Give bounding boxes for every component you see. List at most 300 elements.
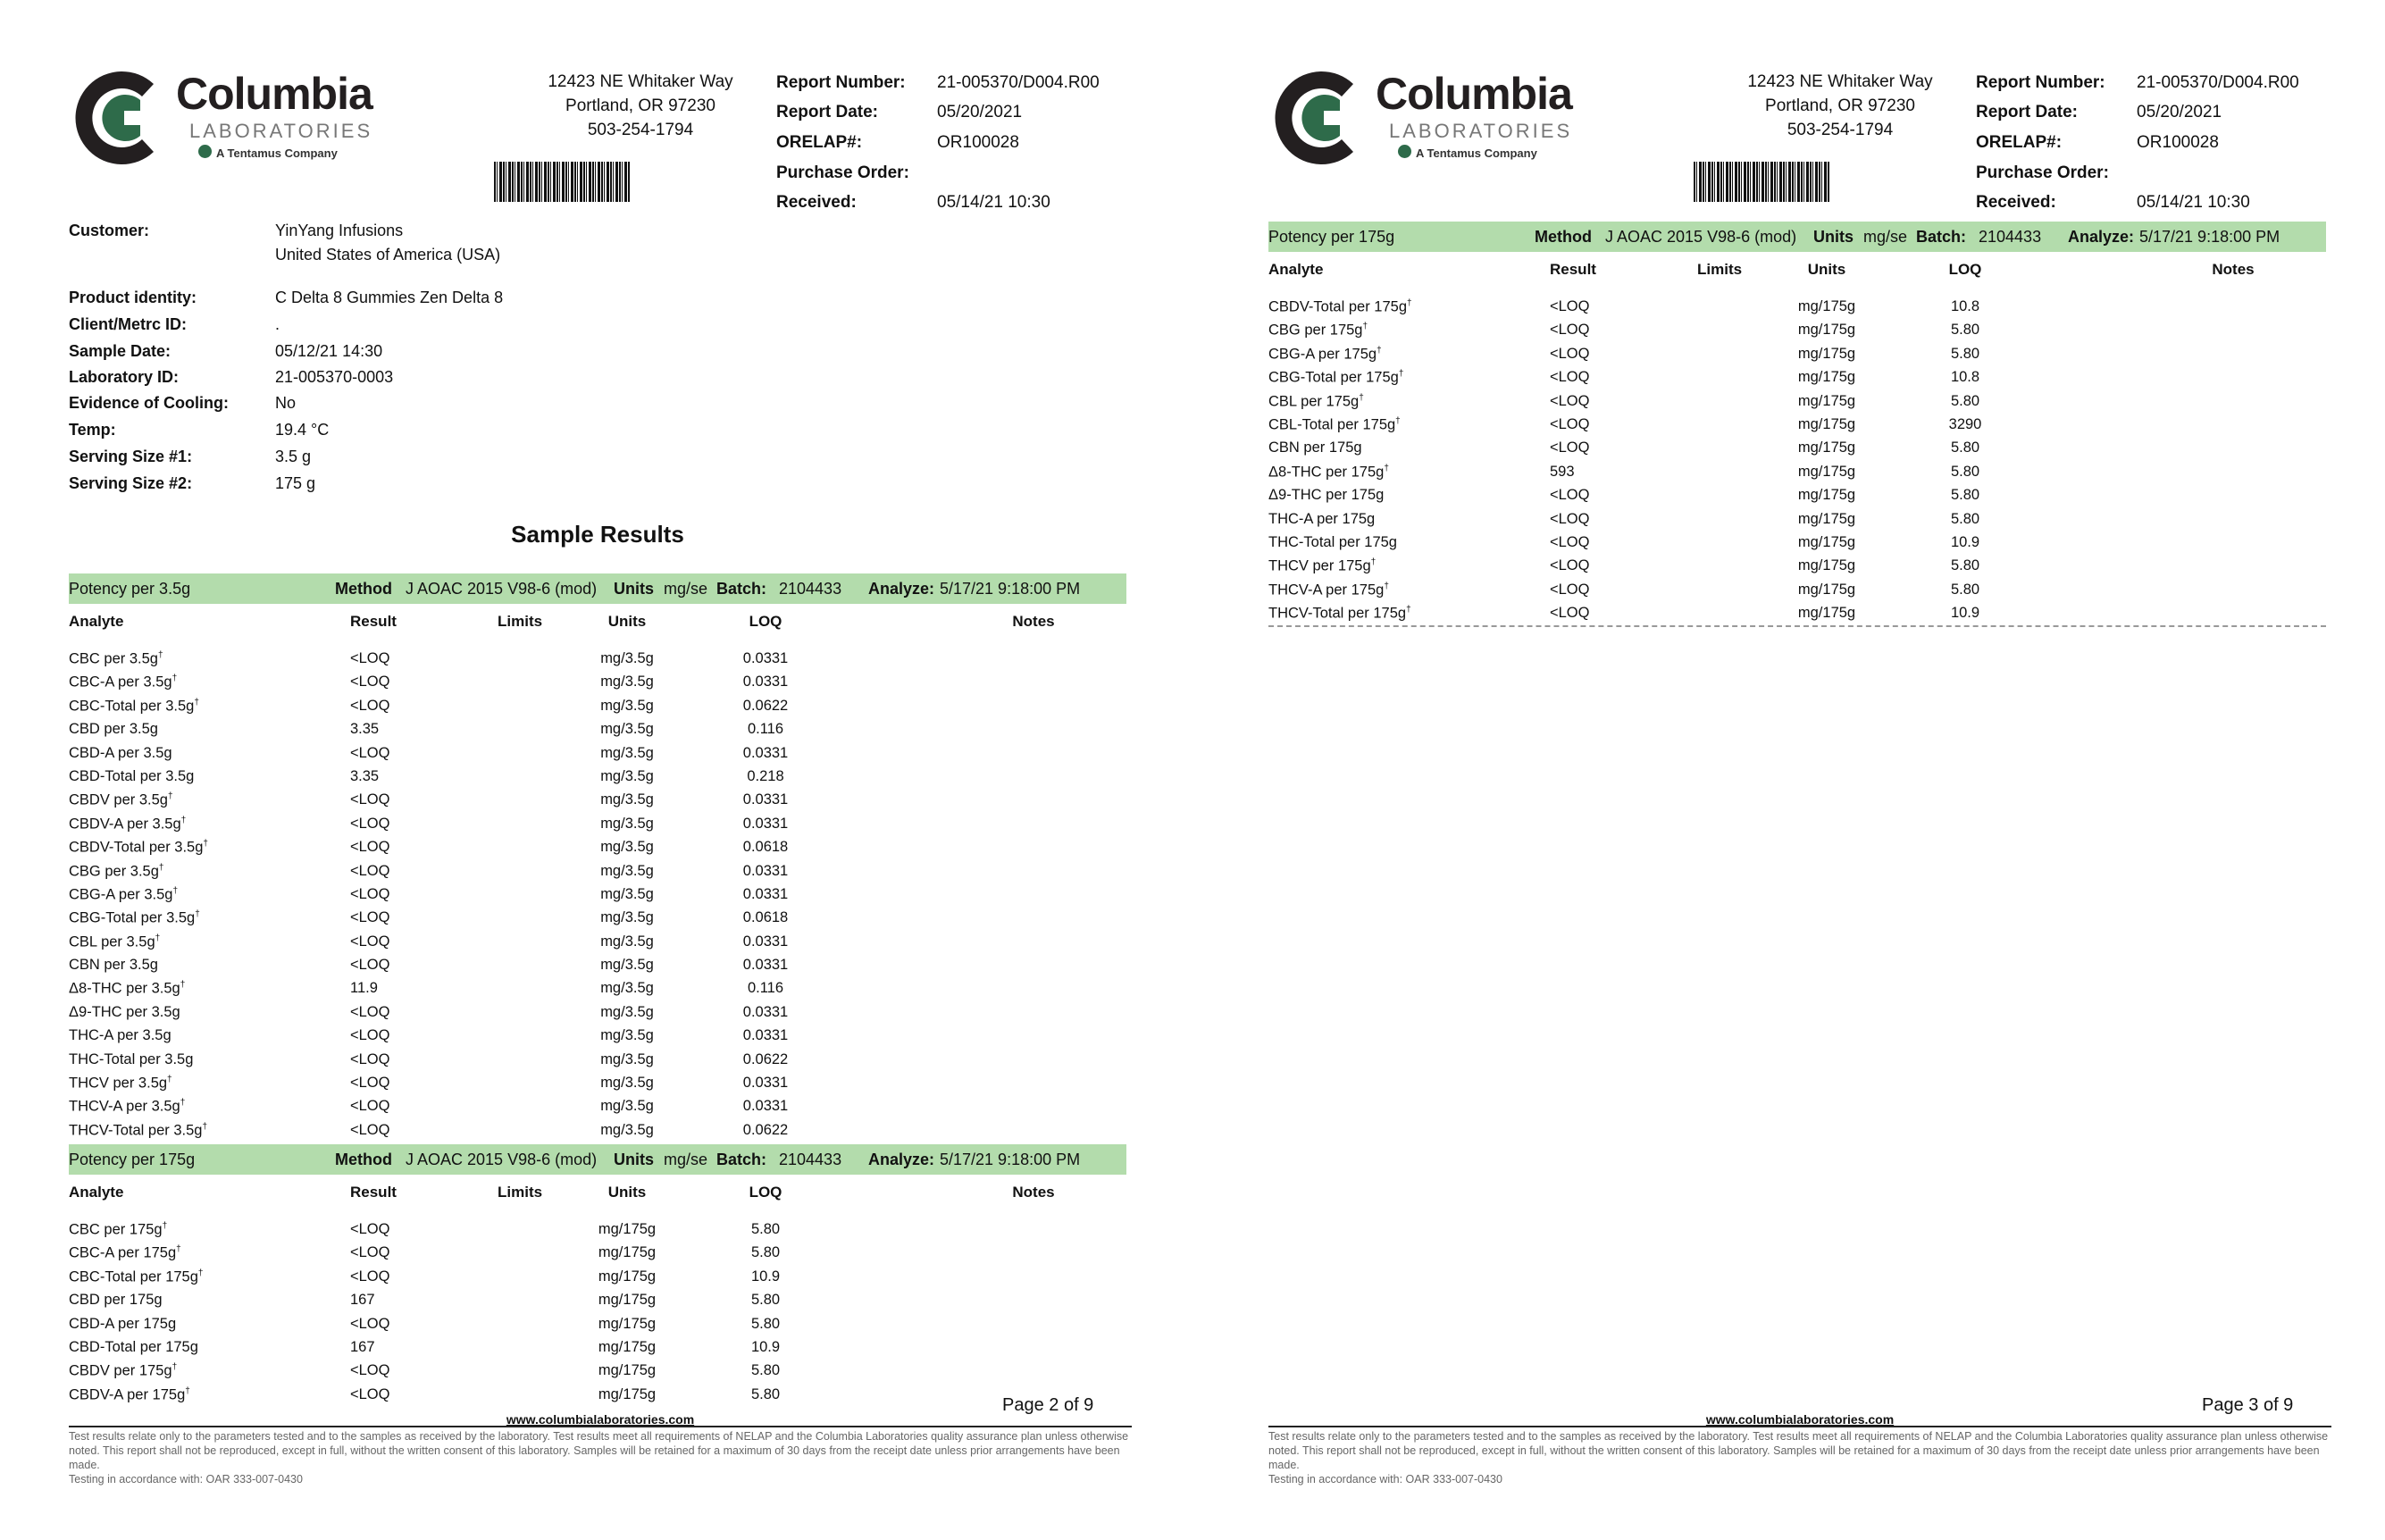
table-row: [69, 1027, 1126, 1050]
loq-cell: 10.8: [1950, 298, 1980, 314]
dagger-mark: †: [1377, 345, 1382, 356]
method-label: Method: [335, 1151, 392, 1168]
analyte-cell: [1268, 439, 1362, 456]
analyte-name: CBDV-Total per 3.5g: [69, 839, 204, 856]
units-label: Units: [1813, 228, 1854, 246]
table-row: [69, 909, 1126, 933]
analyte-cell: [69, 1316, 176, 1333]
result-cell: <LOQ: [350, 1385, 390, 1402]
report-field-label: ORELAP#:: [776, 133, 863, 152]
sample-info-label: Client/Metrc ID:: [69, 315, 188, 333]
table-row: [69, 1362, 1126, 1385]
sample-info-label: Sample Date:: [69, 342, 172, 360]
analyte-cell: [1268, 298, 1412, 316]
section-end-divider: [1268, 625, 2326, 627]
table-body: [1268, 298, 2326, 628]
company-logo: [1268, 64, 1590, 172]
report-field-label: Report Number:: [776, 73, 906, 92]
analyte-cell: [1268, 464, 1389, 481]
column-header-loq: LOQ: [1948, 261, 1982, 278]
table-row: [1268, 582, 2326, 605]
units-cell: mg/175g: [1797, 533, 1856, 550]
table-row: [69, 816, 1126, 839]
units-value: mg/se: [664, 1151, 708, 1168]
sample-info-value: 05/12/21 14:30: [275, 342, 383, 360]
units-label: Units: [614, 580, 654, 598]
units-cell: mg/175g: [598, 1268, 657, 1285]
column-header-analyte: Analyte: [69, 1184, 124, 1201]
results-table: [69, 1144, 1126, 1410]
analyze-value: 5/17/21 9:18:00 PM: [940, 580, 1081, 598]
column-header-analyte: Analyte: [1268, 261, 1324, 278]
analyte-cell: [69, 745, 172, 762]
analyte-name: CBD-Total per 3.5g: [69, 767, 195, 784]
result-cell: 3.35: [350, 767, 380, 784]
address-street: 12423 NE Whitaker Way: [548, 72, 733, 91]
units-cell: mg/175g: [1797, 369, 1856, 386]
analyte-name: CBDV-A per 3.5g: [69, 816, 181, 833]
analyte-cell: [69, 721, 158, 738]
units-cell: mg/175g: [598, 1221, 657, 1237]
analyte-name: CBDV per 175g: [69, 1362, 172, 1379]
column-header-loq: LOQ: [749, 1184, 782, 1201]
units-cell: mg/3.5g: [600, 933, 654, 950]
loq-cell: 0.0331: [742, 1098, 789, 1115]
dagger-mark: †: [180, 815, 187, 825]
table-row: [1268, 557, 2326, 581]
sample-info-value: 175 g: [275, 474, 316, 492]
units-cell: mg/3.5g: [600, 815, 654, 832]
dagger-mark: †: [172, 885, 179, 896]
analyte-name: CBC-Total per 175g: [69, 1268, 198, 1285]
table-row: [1268, 298, 2326, 322]
dagger-mark: †: [158, 862, 164, 873]
column-header-loq: LOQ: [749, 613, 782, 630]
table-header-row: [69, 1184, 1126, 1212]
table-row: [69, 1004, 1126, 1027]
address-street: 12423 NE Whitaker Way: [1747, 72, 1933, 91]
units-cell: mg/3.5g: [600, 909, 654, 926]
report-page: [69, 0, 1261, 1540]
dagger-mark: †: [1370, 557, 1377, 568]
address-city: Portland, OR 97230: [1765, 96, 1915, 115]
analyte-cell: [1268, 605, 1411, 623]
units-cell: mg/3.5g: [600, 1003, 654, 1020]
analyte-cell: [69, 698, 199, 716]
column-header-result: Result: [350, 1184, 397, 1201]
loq-cell: 5.80: [1950, 510, 1980, 527]
analyte-name: THCV-Total per 175g: [1268, 605, 1407, 622]
method-value: J AOAC 2015 V98-6 (mod): [406, 580, 598, 598]
logo-sub: LABORATORIES: [189, 120, 373, 142]
table-row: [69, 1292, 1126, 1315]
analyze-label: Analyze:: [868, 1151, 935, 1168]
result-cell: <LOQ: [350, 909, 390, 926]
units-cell: mg/175g: [1797, 487, 1856, 504]
analyte-name: CBN per 3.5g: [69, 957, 158, 974]
result-cell: 167: [350, 1338, 375, 1355]
dagger-mark: †: [1362, 322, 1368, 332]
analyte-cell: [69, 1051, 193, 1068]
units-cell: mg/175g: [1797, 510, 1856, 527]
table-header-row: [69, 613, 1126, 641]
units-cell: mg/3.5g: [600, 697, 654, 714]
dagger-mark: †: [167, 791, 173, 802]
analyte-name: THCV-A per 175g: [1268, 582, 1385, 598]
sample-info-label: Product identity:: [69, 289, 197, 306]
table-row: [69, 791, 1126, 815]
result-cell: <LOQ: [350, 1027, 390, 1044]
units-cell: mg/3.5g: [600, 650, 654, 666]
report-field-label: Report Number:: [1976, 73, 2105, 92]
table-row: [69, 745, 1126, 768]
dagger-mark: †: [194, 697, 199, 707]
dagger-mark: †: [1384, 581, 1389, 591]
loq-cell: 0.0331: [742, 1075, 789, 1092]
batch-value: 2104433: [779, 1151, 842, 1168]
result-cell: <LOQ: [1550, 605, 1590, 622]
table-row: [1268, 369, 2326, 392]
loq-cell: 0.0618: [742, 909, 789, 926]
analyte-cell: [69, 1075, 172, 1092]
company-logo: [69, 64, 390, 172]
analyte-name: Δ8-THC per 175g: [1268, 464, 1385, 481]
analyte-cell: [69, 933, 160, 951]
loq-cell: 0.0622: [742, 1050, 789, 1067]
analyte-name: CBL per 3.5g: [69, 933, 155, 950]
result-cell: <LOQ: [350, 815, 390, 832]
sample-info-label: Laboratory ID:: [69, 368, 180, 386]
table-row: [69, 957, 1126, 980]
units-cell: mg/175g: [1797, 439, 1856, 456]
result-cell: <LOQ: [1550, 439, 1590, 456]
analyte-name: CBG-A per 175g: [1268, 346, 1377, 363]
loq-cell: 5.80: [1950, 322, 1980, 339]
website-link[interactable]: www.columbialaboratories.com: [1705, 1412, 1895, 1427]
result-cell: <LOQ: [350, 933, 390, 950]
table-row: [69, 933, 1126, 957]
result-cell: <LOQ: [350, 1098, 390, 1115]
dagger-mark: †: [157, 650, 163, 660]
units-cell: mg/175g: [1797, 557, 1856, 574]
analyte-cell: [69, 1362, 177, 1380]
table-row: [1268, 393, 2326, 416]
result-cell: <LOQ: [350, 1362, 390, 1379]
loq-cell: 5.80: [750, 1292, 781, 1309]
report-field-value: OR100028: [937, 133, 1019, 152]
table-row: [69, 863, 1126, 886]
analyte-name: CBD-A per 3.5g: [69, 744, 172, 761]
barcode: [1694, 162, 1829, 202]
analyte-cell: [69, 1292, 163, 1309]
loq-cell: 0.116: [747, 721, 784, 738]
units-value: mg/se: [1863, 228, 1908, 246]
units-cell: mg/175g: [598, 1338, 657, 1355]
units-label: Units: [614, 1151, 654, 1168]
sample-info-value: No: [275, 394, 297, 412]
dagger-mark: †: [1359, 392, 1364, 403]
units-cell: mg/175g: [1797, 298, 1856, 314]
column-header-limits: Limits: [498, 613, 543, 630]
units-cell: mg/3.5g: [600, 1098, 654, 1115]
report-field-label: Purchase Order:: [1976, 163, 2109, 182]
analyte-cell: [1268, 416, 1401, 434]
batch-value: 2104433: [779, 580, 842, 598]
analyte-cell: [69, 1027, 172, 1044]
result-cell: <LOQ: [350, 1268, 390, 1285]
analyte-name: CBDV-Total per 175g: [1268, 298, 1408, 315]
analyte-name: CBG-Total per 3.5g: [69, 909, 196, 926]
dagger-mark: †: [185, 1385, 190, 1396]
analyte-name: CBC-Total per 3.5g: [69, 698, 195, 715]
column-header-units: Units: [607, 1184, 647, 1201]
loq-cell: 5.80: [1950, 345, 1980, 362]
column-header-notes: Notes: [1012, 613, 1055, 630]
analyte-name: CBC-A per 3.5g: [69, 674, 172, 690]
analyte-cell: [69, 1098, 185, 1116]
table-row: [69, 768, 1126, 791]
sample-info-label: Serving Size #2:: [69, 474, 193, 492]
units-cell: mg/175g: [598, 1244, 657, 1261]
analyte-name: THC-A per 175g: [1268, 510, 1376, 527]
result-cell: <LOQ: [350, 862, 390, 879]
analyte-name: CBL per 175g: [1268, 393, 1360, 410]
result-cell: 3.35: [350, 721, 380, 738]
dagger-mark: †: [180, 980, 186, 991]
analyte-name: CBG per 175g: [1268, 322, 1363, 339]
analyze-label: Analyze:: [2068, 228, 2135, 246]
analyte-name: CBD-A per 175g: [69, 1315, 177, 1332]
sample-info-label: Serving Size #1:: [69, 448, 193, 465]
result-cell: <LOQ: [350, 1315, 390, 1332]
analyte-name: CBD per 3.5g: [69, 721, 158, 738]
analyte-cell: [69, 1004, 180, 1021]
units-cell: mg/3.5g: [600, 744, 654, 761]
report-field-value: 05/20/2021: [2137, 103, 2222, 121]
analyte-cell: [1268, 322, 1368, 339]
loq-cell: 5.80: [750, 1362, 781, 1379]
website-link[interactable]: www.columbialaboratories.com: [506, 1412, 695, 1427]
analyte-cell: [69, 886, 178, 904]
batch-value: 2104433: [1979, 228, 2042, 246]
analyte-cell: [69, 863, 163, 881]
units-cell: mg/3.5g: [600, 1075, 654, 1092]
units-cell: mg/3.5g: [600, 1027, 654, 1044]
results-table: [69, 573, 1126, 1145]
analyte-cell: [69, 1122, 207, 1140]
units-cell: mg/175g: [1797, 392, 1856, 409]
batch-label: Batch:: [716, 1151, 767, 1168]
table-row: [1268, 346, 2326, 369]
result-cell: <LOQ: [350, 791, 390, 808]
units-cell: mg/175g: [1797, 605, 1856, 622]
tentamus-icon: [1398, 145, 1411, 158]
units-cell: mg/3.5g: [600, 839, 654, 856]
column-header-notes: Notes: [2212, 261, 2255, 278]
units-cell: mg/175g: [598, 1385, 657, 1402]
units-cell: mg/175g: [1797, 345, 1856, 362]
report-field-label: Purchase Order:: [776, 163, 909, 182]
report-field-value: 05/14/21 10:30: [2137, 193, 2250, 212]
footer-disclaimer: Test results relate only to the parameters tested and to the samples as received by the laboratory. Test results meet all requirements of NELAP and the Columbia Laboratories quality assurance plan unless otherwise noted. This report shall not be reproduced, except in full, without the written consent of this laboratory. Samples will be retained for a maximum of 30 days from the receipt date unless prior arrangements have been made.: [1268, 1430, 2329, 1471]
sample-info-value: 3.5 g: [275, 448, 312, 465]
result-cell: 167: [350, 1292, 375, 1309]
result-cell: <LOQ: [350, 1003, 390, 1020]
dagger-mark: †: [1407, 298, 1412, 308]
method-label: Method: [335, 580, 392, 598]
page-number: Page 3 of 9: [2202, 1395, 2294, 1415]
analyte-cell: [69, 839, 208, 857]
analyte-cell: [69, 957, 158, 974]
analyte-cell: [69, 1244, 181, 1262]
result-cell: <LOQ: [1550, 487, 1590, 504]
table-header-row: [1268, 261, 2326, 289]
address-phone: 503-254-1794: [1787, 121, 1894, 139]
sample-info-label: Temp:: [69, 421, 116, 439]
section-title: Potency per 3.5g: [69, 580, 191, 598]
table-row: [69, 1268, 1126, 1292]
batch-label: Batch:: [1916, 228, 1967, 246]
dagger-mark: †: [172, 674, 178, 684]
analyte-name: THCV-A per 3.5g: [69, 1098, 180, 1115]
analyte-cell: [69, 674, 177, 691]
analyte-cell: [69, 1339, 198, 1356]
report-field-label: Received:: [776, 193, 857, 212]
column-header-analyte: Analyte: [69, 613, 124, 630]
table-title-bar: [69, 1144, 1126, 1175]
analyte-name: THC-Total per 3.5g: [69, 1050, 194, 1067]
analyte-name: CBDV-A per 175g: [69, 1386, 186, 1403]
analyte-cell: [69, 791, 173, 809]
analyze-value: 5/17/21 9:18:00 PM: [940, 1151, 1081, 1168]
footer-testing: Testing in accordance with: OAR 333-007-0430: [69, 1473, 303, 1486]
units-cell: mg/3.5g: [600, 862, 654, 879]
loq-cell: 5.80: [750, 1244, 781, 1261]
result-cell: <LOQ: [350, 674, 390, 690]
loq-cell: 10.9: [1950, 533, 1980, 550]
loq-cell: 0.0331: [742, 744, 789, 761]
report-field-value: 21-005370/D004.R00: [2137, 73, 2299, 92]
barcode: [494, 162, 630, 202]
result-cell: <LOQ: [350, 885, 390, 902]
result-cell: <LOQ: [1550, 510, 1590, 527]
analyte-cell: [69, 1221, 167, 1239]
report-field-label: Report Date:: [776, 103, 879, 121]
analyte-cell: [69, 909, 200, 927]
analyte-name: CBD per 175g: [69, 1292, 163, 1309]
analyte-name: CBD-Total per 175g: [69, 1338, 198, 1355]
analyte-cell: [1268, 369, 1403, 387]
analyte-cell: [69, 980, 185, 998]
loq-cell: 5.80: [750, 1385, 781, 1402]
sample-info-value: C Delta 8 Gummies Zen Delta 8: [275, 289, 504, 306]
table-row: [69, 1339, 1126, 1362]
loq-cell: 0.116: [747, 980, 784, 997]
dagger-mark: †: [167, 1075, 172, 1085]
dagger-mark: †: [1395, 415, 1401, 426]
result-cell: <LOQ: [1550, 345, 1590, 362]
loq-cell: 5.80: [1950, 392, 1980, 409]
table-row: [69, 1098, 1126, 1121]
dagger-mark: †: [155, 933, 161, 943]
dagger-mark: †: [1406, 605, 1411, 615]
result-cell: <LOQ: [1550, 533, 1590, 550]
table-row: [69, 1244, 1126, 1268]
table-body: [69, 650, 1126, 1145]
dagger-mark: †: [1384, 463, 1389, 473]
analyte-cell: [1268, 346, 1382, 364]
result-cell: <LOQ: [350, 839, 390, 856]
loq-cell: 5.80: [1950, 439, 1980, 456]
table-row: [69, 839, 1126, 862]
analyte-cell: [69, 816, 186, 833]
report-field-label: ORELAP#:: [1976, 133, 2063, 152]
analyte-cell: [1268, 487, 1384, 504]
column-header-result: Result: [350, 613, 397, 630]
columbia-logo-icon: [69, 64, 176, 172]
column-header-limits: Limits: [1697, 261, 1743, 278]
dagger-mark: †: [162, 1221, 168, 1231]
loq-cell: 0.0331: [742, 957, 789, 974]
loq-cell: 0.0331: [742, 933, 789, 950]
table-row: [69, 886, 1126, 909]
result-cell: <LOQ: [350, 1244, 390, 1261]
table-row: [69, 980, 1126, 1003]
batch-label: Batch:: [716, 580, 767, 598]
analyte-name: Δ9-THC per 3.5g: [69, 1003, 180, 1020]
units-cell: mg/3.5g: [600, 791, 654, 808]
column-header-units: Units: [1807, 261, 1846, 278]
loq-cell: 0.0331: [742, 674, 789, 690]
logo-name: Columbia: [176, 69, 372, 119]
table-row: [1268, 322, 2326, 345]
loq-cell: 5.80: [1950, 581, 1980, 598]
result-cell: <LOQ: [1550, 369, 1590, 386]
table-row: [69, 1051, 1126, 1075]
loq-cell: 0.0331: [742, 815, 789, 832]
result-cell: <LOQ: [1550, 298, 1590, 314]
analyte-cell: [69, 1386, 190, 1404]
table-row: [69, 698, 1126, 721]
result-cell: <LOQ: [350, 1121, 390, 1138]
analyte-cell: [1268, 534, 1397, 551]
dagger-mark: †: [172, 1362, 178, 1373]
dagger-mark: †: [195, 909, 200, 920]
units-cell: mg/3.5g: [600, 674, 654, 690]
dagger-mark: †: [197, 1268, 204, 1278]
analyte-name: CBG-A per 3.5g: [69, 886, 173, 903]
dagger-mark: †: [1398, 369, 1404, 380]
column-header-notes: Notes: [1012, 1184, 1055, 1201]
method-label: Method: [1535, 228, 1592, 246]
units-cell: mg/3.5g: [600, 1121, 654, 1138]
result-cell: <LOQ: [350, 650, 390, 666]
units-cell: mg/3.5g: [600, 957, 654, 974]
loq-cell: 5.80: [1950, 487, 1980, 504]
report-field-value: 05/14/21 10:30: [937, 193, 1050, 212]
customer-country: United States of America (USA): [275, 246, 501, 264]
table-row: [69, 650, 1126, 674]
loq-cell: 10.9: [1950, 605, 1980, 622]
analyte-name: CBN per 175g: [1268, 439, 1362, 456]
table-row: [69, 1386, 1126, 1410]
address-city: Portland, OR 97230: [565, 96, 716, 115]
analyte-name: THCV-Total per 3.5g: [69, 1122, 203, 1139]
section-title: Potency per 175g: [69, 1151, 196, 1168]
table-title-bar: [69, 573, 1126, 604]
units-cell: mg/175g: [1797, 322, 1856, 339]
analyte-cell: [1268, 393, 1364, 411]
